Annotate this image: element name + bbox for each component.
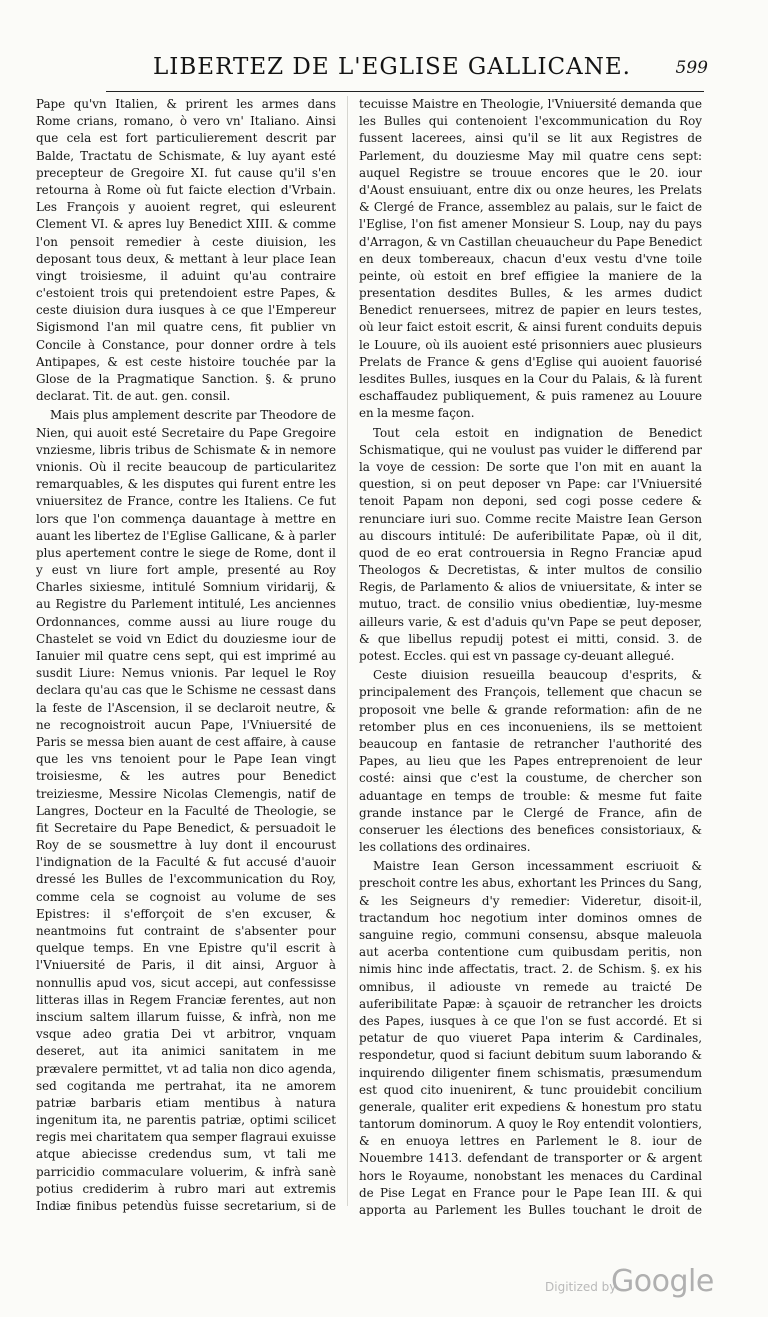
right-paragraph-4: Maistre Iean Gerson incessamment escriuoit & preschoit contre les abus, exhortant les Princes du Sang, & les Seigneurs d'y remedier: Videretur, disoit-il, tractandum hoc negotium inter dominos omnes de sanguine regio, communi consensu, absque maleuola aut acerba contentione cum quibusdam peritis, non nimis hinc inde affectatis, tract. 2. de Schism. §. ex his omnibus, il adiouste vn remede au traicté De auferibilitate Papæ: à sçauoir de retrancher les droicts des Papes, iusques à ce que l'on se fust accordé. Et si petatur de quo viueret Papa interim & Cardinales, respondetur, quod si faciunt debitum suum laborando & inquirendo diligenter finem schismatis, præsumendum est quod cito inuenirent, & tunc prouidebit concilium generale, qualiter erit expediens & honestum pro statu tantorum dominorum. A quoy le Roy entendit volontiers, & en enuoya lettres en Parlement le 8. iour de Nouembre 1413. defendant de transporter or & argent hors le Royaume, nonobstant les menaces du Cardinal de Pise Legat en France pour le Pape Iean III. & qui apporta au Parlement les Bulles touchant le droit de bbox=[359, 859, 702, 1216]
google-logo: Google bbox=[611, 1264, 714, 1299]
running-title: LIBERTEZ DE L'EGLISE GALLICANE. bbox=[153, 54, 631, 80]
left-paragraph-2: Mais plus amplement descrite par Theodore de Nien, qui auoit esté Secretaire du Pape Gregoire vnziesme, libris tribus de Schismate & in nemore vnionis. Où il recite beaucoup de particularitez remarquables, & les disputes qui furent entre les vniuersitez de France, contre les Italiens. Ce fut lors que l'on commença dauantage à mettre en auant les libertez de l'Eglise Gallicane, & à parler plus apertement contre le siege de Rome, dont il y eust vn liure fort ample, presenté au Roy Charles sixiesme, intitulé Somnium viridarij, & au Registre du Parlement intitulé, Les anciennes Ordonnances, comme aussi au liure rouge du Chastelet se void vn Edict du douziesme iour de Ianuier mil quatre cens sept, qui est imprimé au susdit Liure: Nemus vnionis. Par lequel le Roy declara qu'au cas que le Schisme ne cessast dans la feste de l'Ascension, il se declaroit neutre, & ne recognoistroit aucun Pape, l'Vniuersité de Paris se messa bien auant de cest affaire, à cause que les vns tenoient pour le Pape Iean vingt troisiesme, & les autres pour Benedict treiziesme, Messire Nicolas Clemengis, natif de Langres, Docteur en la Faculté de Theologie, se fit Secretaire du Pape Benedict, & persuadoit le Roy de se sousmettre à luy dont il encourust l'indignation de la Faculté & fut accusé d'auoir dressé les Bulles de l'excommunication du Roy, comme cela se cognoist au volume de ses Epistres: il s'efforçoit de s'en excuser, & neantmoins fut contraint de s'absenter pour quelque temps. En vne Epistre qu'il escrit à l'Vniuersité de Paris, il dit ainsi, Arguor à nonnullis apud vos, sicut accepi, aut confessisse litteras illas in Regem Franciæ ferentes, aut non inscium saltem illarum fuisse, & infrà, non me vsque adeo gratia Dei vt arbitror, vnquam deseret, aut ita animici sanitatem in me prævalere permittet, vt ad talia non dico agenda, sed cogitanda me pertrahat, ita ne amorem patriæ barbaris etiam mentibus à natura ingenitum ita, ne parentis patriæ, optimi scilicet regis mei charitatem qua semper flagraui exuisse atque abiecisse credendus sum, vt tali me parricidio commaculare voluerim, & infrà sanè potius crediderim à rubro mari aut extremis Indiæ finibus petendùs fuisse secretarium, si de bbox=[36, 408, 336, 1213]
right-paragraph-3: Ceste diuision resueilla beaucoup d'esprits, & principalement des François, tellement que chacun se proposoit vne belle & grande reformation: afin de ne retomber plus en ces inconueniens, ils se mettoient beaucoup en fantasie de retrancher l'authorité des Papes, au lieu que les Papes entreprenoient de leur costé: ainsi que c'est la coustume, de chercher son aduantage en temps de trouble: & mesme fut faite grande instance par le Clergé de France, afin de conseruer les élections des benefices consistoriaux, & les collations des ordinaires. bbox=[359, 668, 702, 855]
page-number: 599 bbox=[675, 58, 708, 78]
right-paragraph-2: Tout cela estoit en indignation de Benedict Schismatique, qui ne voulust pas vuider le differend par la voye de cession: De sorte que l'on mit en auant la question, si on peut deposer vn Pape: car l'Vniuersité tenoit Papam non deponi, sed cogi posse cedere & renunciare iuri suo. Comme recite Maistre Iean Gerson au discours intitulé: De auferibilitate Papæ, où il dit, quod de eo erat controuersia in Regno Franciæ apud Theologos & Decretistas, & inter multos de consilio Regis, de Parlamento & alios de vniuersitate, & inter se mutuo, tract. de consilio vnius obedientiæ, luy-mesme ailleurs varie, & est d'aduis qu'vn Pape se peut deposer, & que libellus repudij potest ei mitti, consid. 3. de potest. Eccles. qui est vn passage cy-deuant allegué. bbox=[359, 425, 702, 663]
header-rule bbox=[106, 91, 704, 92]
right-column bbox=[359, 96, 702, 1216]
google-digitized-watermark bbox=[545, 1266, 735, 1306]
page-header bbox=[100, 50, 708, 90]
column-divider bbox=[347, 96, 348, 1206]
right-paragraph-1: tecuisse Maistre en Theologie, l'Vniuersité demanda que les Bulles qui contenoient l'excommunication du Roy fussent lacerees, ainsi qu'il se lit aux Registres de Parlement, du douziesme May mil quatre cens sept: auquel Registre se trouue encores que le 20. iour d'Aoust ensuiuant, entre dix ou onze heures, les Prelats & Clergé de France, assemblez au palais, sur le faict de l'Eglise, l'on fist amener Monsieur S. Loup, nay du pays d'Arragon, & vn Castillan cheuaucheur du Pape Benedict en deux tombereaux, chacun d'eux vestu d'vne toile peinte, où estoit en bref effigiee la maniere de la presentation desdites Bulles, & les armes dudict Benedict renuersees, mitrez de papier en leurs testes, où leur faict estoit escrit, & ainsi furent conduits depuis le Louure, où ils auoient esté prisonniers auec plusieurs Prelats de France & gens d'Eglise qui auoient fauorisé lesdites Bulles, iusques en la Cour du Palais, & là furent eschaffaudez publiquement, & puis ramenez au Louure en la mesme façon. bbox=[359, 97, 702, 421]
left-paragraph-1: Pape qu'vn Italien, & prirent les armes dans Rome crians, romano, ò vero vn' Italiano. Ainsi que cela est fort particulierement descrit par Balde, Tractatu de Schismate, & luy ayant esté precepteur de Gregoire XI. fut cause qu'il s'en retourna à Rome où fut faicte election d'Vrbain. Les François y auoient regret, qui esleurent Clement VI. & apres luy Benedict XIII. & comme l'on pensoit remedier à ceste diuision, les deposant tous deux, & mettant à leur place Iean vingt troisiesme, il aduint qu'au contraire c'estoient trois qui pretendoient estre Papes, & ceste diuision dura iusques à ce que l'Empereur Sigismond l'an mil quatre cens, fit publier vn Concile à Constance, pour donner ordre à tels Antipapes, & est ceste histoire touchée par la Glose de la Pragmatique Sanction. §. & pruno declarat. Tit. de aut. gen. consil. bbox=[36, 97, 336, 404]
left-column bbox=[36, 96, 336, 1216]
watermark-prefix: Digitized by bbox=[545, 1280, 617, 1294]
